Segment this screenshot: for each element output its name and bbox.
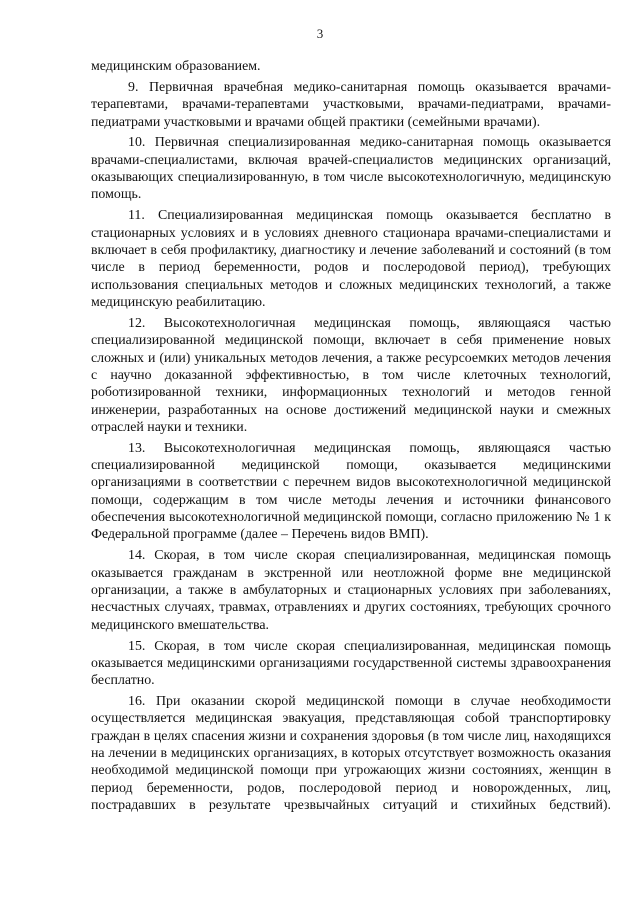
document-body <box>91 58 611 814</box>
paragraph-13: 13. Высокотехнологичная медицинская помощь, являющаяся частью специализированной медицинской помощи, оказывается медицинскими организациями в соответствии с перечнем видов высокотехнологичной медицинской помощи, содержащим в том числе методы лечения и источники финансового обеспечения высокотехнологичной медицинской помощи, согласно приложению № 1 к Федеральной программе (далее – Перечень видов ВМП). <box>91 440 611 543</box>
paragraph-9: 9. Первичная врачебная медико-санитарная помощь оказывается врачами-терапевтами, врачами-терапевтами участковыми, врачами-педиатрами, врачами-педиатрами участковыми и врачами общей практики (семейными врачами). <box>91 79 611 130</box>
paragraph-12: 12. Высокотехнологичная медицинская помощь, являющаяся частью специализированной медицинской помощи, включает в себя применение новых сложных и (или) уникальных методов лечения, а также ресурсоемких методов лечения с научно доказанной эффективностью, в том числе клеточных технологий, роботизированной техники, информационных технологий и методов генной инженерии, разработанных на основе достижений медицинской науки и смежных отраслей науки и техники. <box>91 315 611 435</box>
paragraph-16: 16. При оказании скорой медицинской помощи в случае необходимости осуществляется медицинская эвакуация, представляющая собой транспортировку граждан в целях спасения жизни и сохранения здоровья (в том числе лиц, находящихся на лечении в медицинских организациях, в которых отсутствует возможность оказания необходимой медицинской помощи при угрожающих жизни состояниях, женщин в период беременности, родов, послеродовой период и новорожденных, лиц, пострадавших в результате чрезвычайных ситуаций и стихийных бедствий). <box>91 694 611 814</box>
paragraph-10: 10. Первичная специализированная медико-санитарная помощь оказывается врачами-специалистами, включая врачей-специалистов медицинских организаций, оказывающих специализированную, в том числе высокотехнологичную, медицинскую помощь. <box>91 135 611 203</box>
paragraph-11: 11. Специализированная медицинская помощь оказывается бесплатно в стационарных условиях и в условиях дневного стационара врачами-специалистами и включает в себя профилактику, диагностику и лечение заболеваний и состояний (в том числе в период беременности, родов и послеродовой период), требующих использования специальных методов и сложных медицинских технологий, а также медицинскую реабилитацию. <box>91 208 611 310</box>
page-number: 3 <box>316 26 324 41</box>
paragraph-15: 15. Скорая, в том числе скорая специализированная, медицинская помощь оказывается медицинскими организациями государственной системы здравоохранения бесплатно. <box>91 638 611 689</box>
paragraph-14: 14. Скорая, в том числе скорая специализированная, медицинская помощь оказывается гражданам в экстренной или неотложной форме вне медицинской организации, а также в амбулаторных и стационарных условиях при заболеваниях, несчастных случаях, травмах, отравлениях и других состояниях, требующих срочного медицинского вмешательства. <box>91 548 611 633</box>
paragraph-8-continuation: медицинским образованием. <box>91 59 261 74</box>
